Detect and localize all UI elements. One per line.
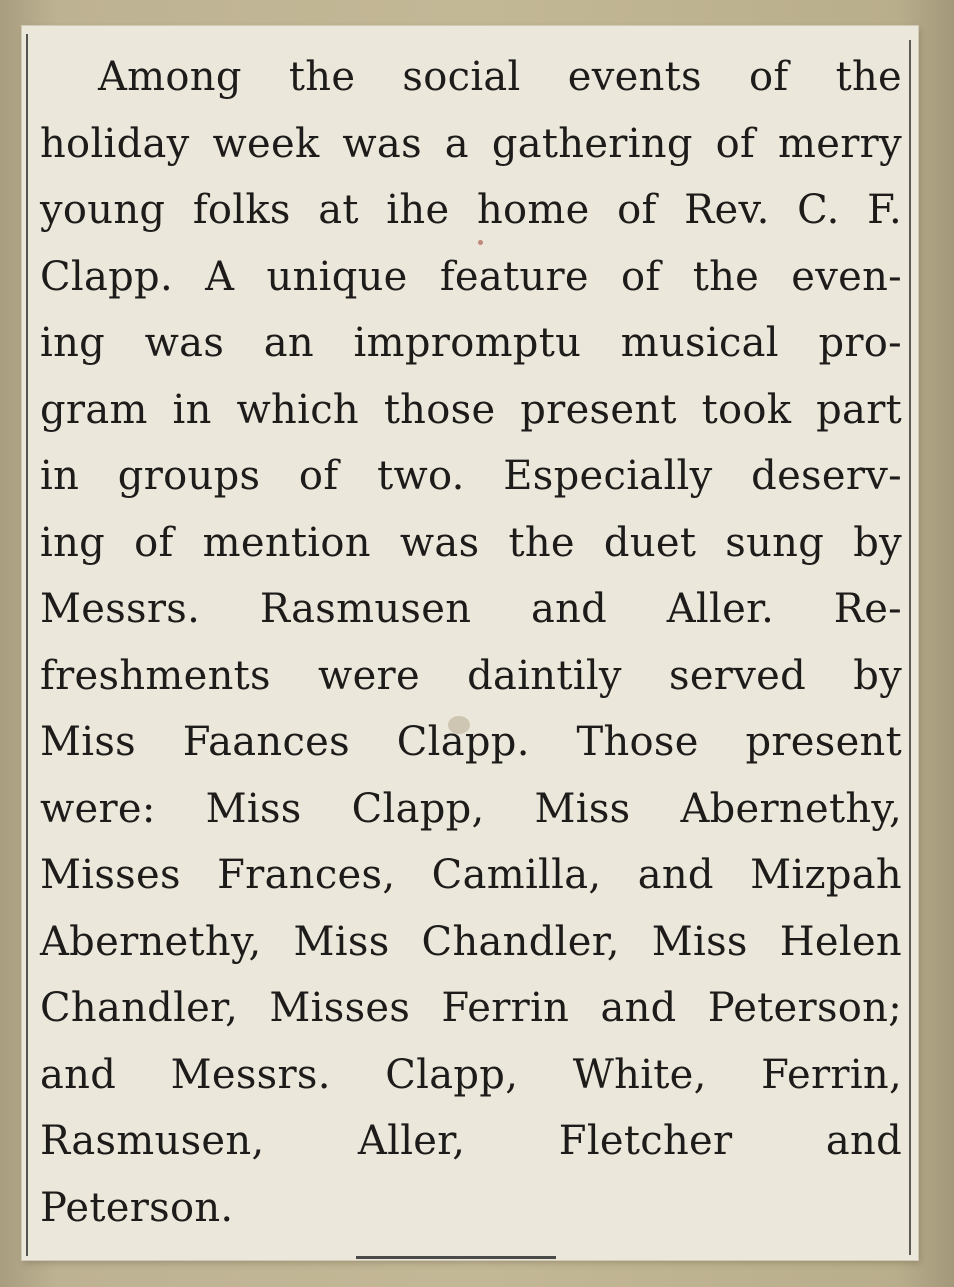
article-line: Abernethy, Miss Chandler, Miss Helen	[40, 918, 902, 965]
article-line: freshments were daintily served by	[40, 652, 902, 699]
article-line: in groups of two. Especially deserv-	[40, 453, 902, 499]
article-line: Messrs. Rasmusen and Aller. Re-	[40, 586, 902, 632]
article-line: Rasmusen, Aller, Fletcher and	[40, 1118, 902, 1164]
article-line: Peterson.	[40, 1184, 234, 1231]
article-body	[40, 44, 902, 1241]
article-line: Chandler, Misses Ferrin and Peterson;	[40, 985, 902, 1031]
article-line: young folks at ihe home of Rev. C. F.	[40, 187, 902, 233]
article-line: ing was an impromptu musical pro-	[40, 320, 902, 366]
article-line: and Messrs. Clapp, White, Ferrin,	[40, 1051, 902, 1098]
article-line: holiday week was a gathering of merry	[40, 120, 902, 167]
article-line: Misses Frances, Camilla, and Mizpah	[40, 852, 902, 898]
article-line: were: Miss Clapp, Miss Abernethy,	[40, 785, 902, 832]
article-line: Clapp. A unique feature of the even-	[40, 253, 902, 300]
column-rule-bottom	[356, 1256, 556, 1259]
article-line: Among the social events of the	[98, 54, 902, 100]
article-line: Miss Faances Clapp. Those present	[40, 719, 902, 765]
article-line: ing of mention was the duet sung by	[40, 519, 902, 566]
article-line: gram in which those present took part	[40, 386, 902, 433]
column-rule-right	[909, 40, 911, 1255]
column-rule-left	[26, 34, 28, 1256]
